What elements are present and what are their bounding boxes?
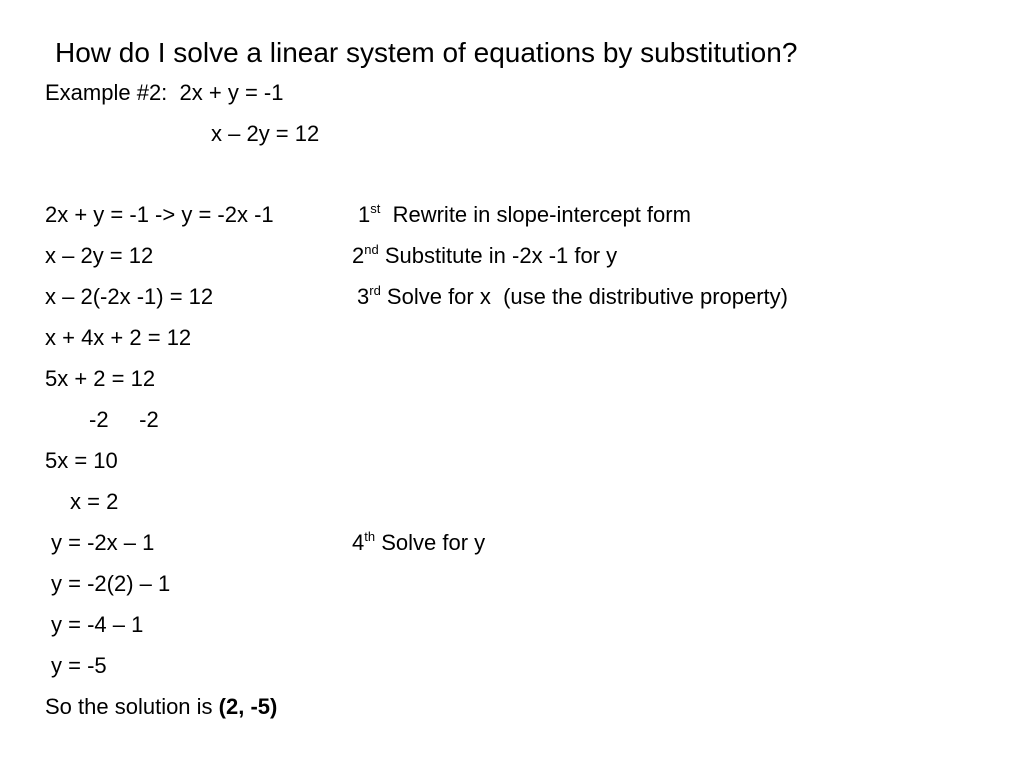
work-line-12: y = -5 (51, 653, 107, 678)
solution-answer: (2, -5) (218, 694, 278, 719)
step-4-text: Solve for y (375, 530, 486, 555)
work-line-11: y = -4 – 1 (51, 612, 144, 637)
step-1-number: 1 (358, 202, 371, 227)
step-3-ordinal: rd (369, 283, 381, 298)
step-4-ordinal: th (364, 529, 376, 544)
work-line-2: x – 2y = 12 (45, 243, 154, 268)
step-1-text: Rewrite in slope-intercept form (380, 202, 691, 227)
work-line-1: 2x + y = -1 -> y = -2x -1 (45, 202, 274, 227)
step-2-number: 2 (352, 243, 365, 268)
step-4-number: 4 (352, 530, 365, 555)
step-4 (352, 528, 485, 558)
solution-line (45, 692, 277, 722)
work-line-3: x – 2(-2x -1) = 12 (45, 284, 214, 309)
step-3-number: 3 (357, 284, 370, 309)
solution-prefix: So the solution is (45, 694, 219, 719)
example-equation-1: 2x + y = -1 (179, 80, 284, 105)
work-line-8: x = 2 (70, 489, 119, 514)
example-equation-2: x – 2y = 12 (211, 121, 320, 146)
example-line (45, 78, 283, 108)
step-2-ordinal: nd (364, 242, 379, 257)
work-line-9: y = -2x – 1 (51, 530, 155, 555)
step-1 (358, 200, 691, 230)
work-line-7: 5x = 10 (45, 448, 118, 473)
work-line-10: y = -2(2) – 1 (51, 571, 171, 596)
slide-title: How do I solve a linear system of equations by substitution? (55, 37, 798, 68)
step-3-text: Solve for x (use the distributive property) (380, 284, 788, 309)
example-label: Example #2: (45, 80, 168, 105)
step-2 (352, 241, 617, 271)
work-line-4: x + 4x + 2 = 12 (45, 325, 192, 350)
step-3 (357, 282, 788, 312)
work-line-6: -2 -2 (89, 407, 159, 432)
work-line-5: 5x + 2 = 12 (45, 366, 156, 391)
step-1-ordinal: st (370, 201, 381, 216)
step-2-text: Substitute in -2x -1 for y (378, 243, 618, 268)
